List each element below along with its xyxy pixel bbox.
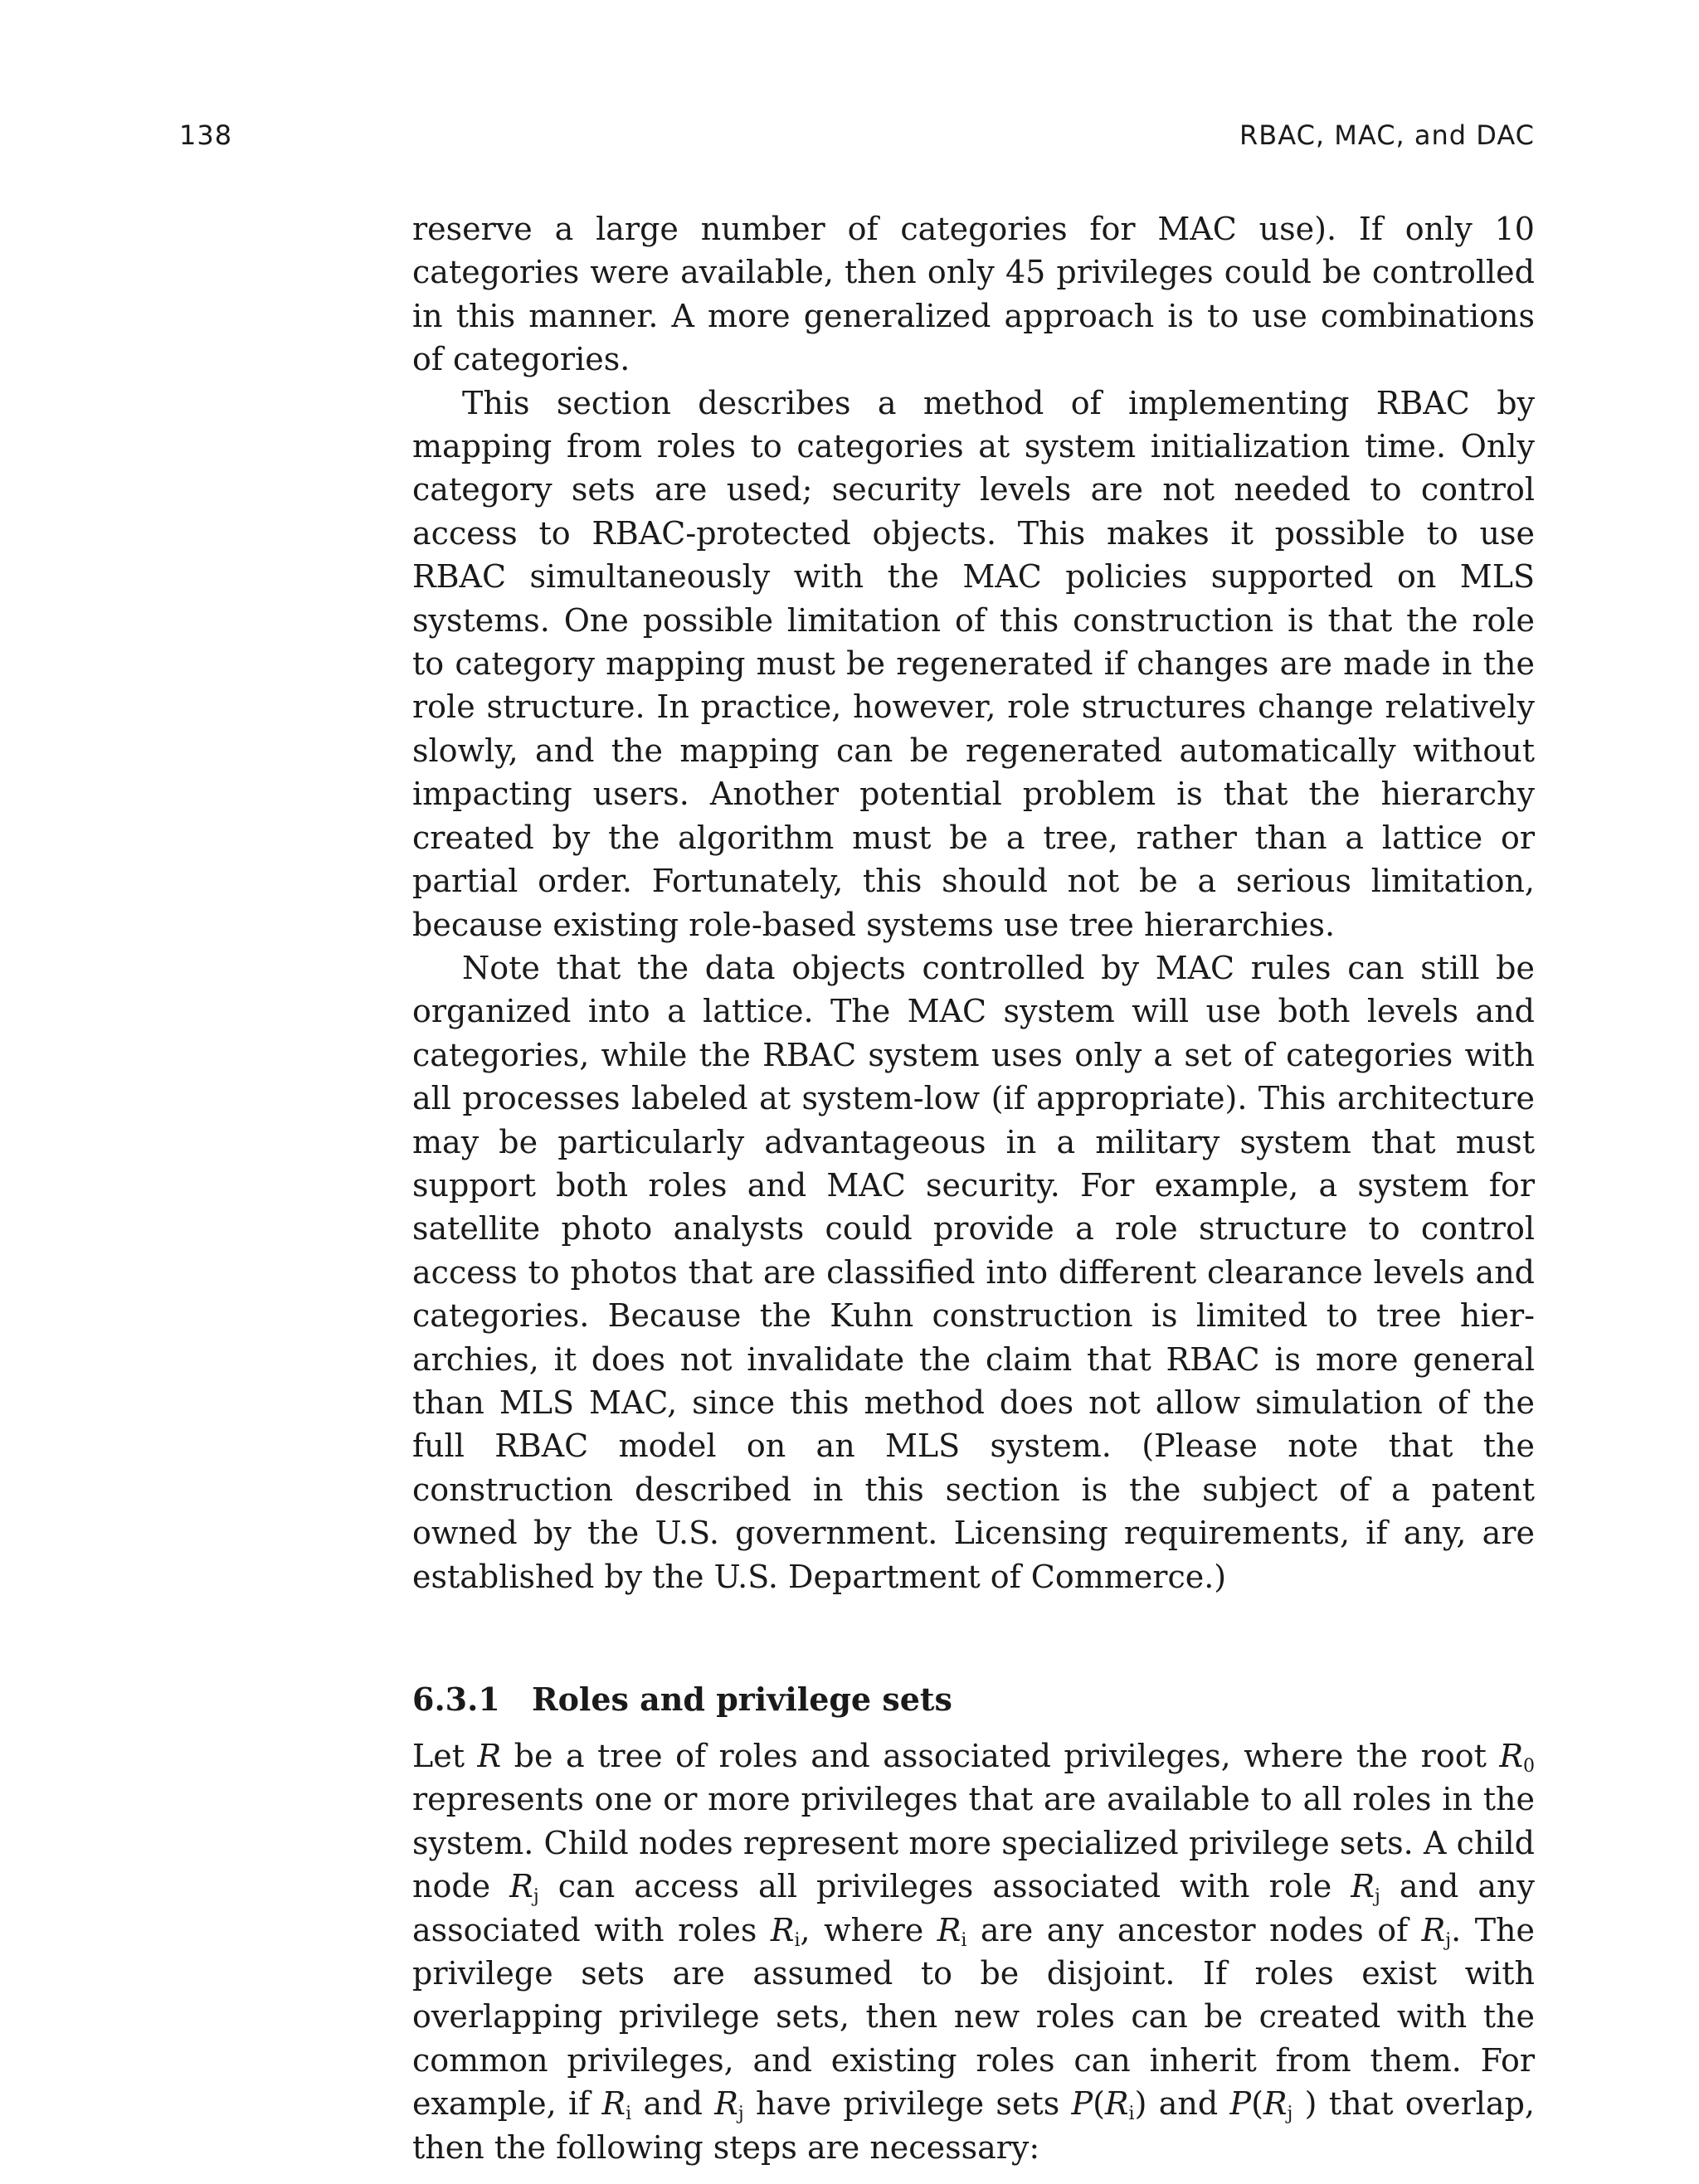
math-var: R <box>509 1868 533 1905</box>
math-var: R <box>477 1738 502 1774</box>
math-subscript: j <box>1287 2104 1293 2125</box>
math-var: R <box>1351 1868 1375 1905</box>
math-subscript: i <box>961 1929 967 1951</box>
running-title: RBAC, MAC, and DAC <box>1239 119 1535 151</box>
text-run: ( <box>1251 2085 1263 2123</box>
math-subscript: j <box>533 1886 539 1908</box>
math-var: R <box>937 1911 961 1948</box>
math-var: R <box>1104 2085 1129 2123</box>
math-subscript: i <box>1128 2104 1135 2125</box>
text-run: , where <box>800 1911 937 1948</box>
text-run: represents one or more privileges that are available to all roles in the system. Child nodes represent more specialized privilege sets. A child node <box>412 1781 1535 1905</box>
math-var: R <box>714 2085 738 2123</box>
text-run: are any ancestor nodes of <box>966 1911 1422 1948</box>
math-subscript: 0 <box>1523 1756 1535 1777</box>
math-subscript: j <box>1374 1886 1380 1908</box>
text-run: Let <box>412 1738 478 1774</box>
text-run: and <box>631 2085 715 2123</box>
section-title: Roles and privilege sets <box>532 1681 952 1718</box>
section-number: 6.3.1 <box>412 1681 500 1718</box>
paragraph-2: This section describes a method of implementing RBAC by mapping from roles to categories at system initialization time. Only category sets are used; security levels are not needed to control access to RBAC-protected objects. This makes it possible to use RBAC simultaneously with the MAC policies supported on MLS systems. One possible limitation of this construction is that the role to category mapping must be regenerated if changes are made in the role structure. In practice, however, role structures change relatively slowly, and the mapping can be regenerated automatically without impacting users. Another potential problem is that the hierarchy created by the algorithm must be a tree, rather than a lattice or partial order. Fortunately, this should not be a serious limitation, because existing role-based systems use tree hierarchies. <box>412 384 1535 943</box>
section-heading <box>412 1678 1535 1721</box>
paragraph-3: Note that the data objects controlled by MAC rules can still be organized into a lattice. The MAC system will use both levels and categories, while the RBAC system uses only a set of categories with all processes labeled at system-low (if appropriate). This architecture may be particularly advantageous in a military system that must support both roles and MAC security. For example, a system for satellite photo analysts could provide a role structure to control access to photos that are classified into different clearance levels and categories. Because the Kuhn construction is limited to tree hierarchies, it does not invalidate the claim that RBAC is more general than MLS MAC, since this method does not allow simulation of the full RBAC model on an MLS system. (Please note that the construction described in this section is the subject of a patent owned by the U.S. government. Licensing requirements, if any, are established by the U.S. Department of Commerce.) <box>412 949 1535 1595</box>
text-run: ) and <box>1134 2085 1230 2123</box>
text-run: . The privilege sets are assumed to be disjoint. If roles exist with overlapping privilege sets, then new roles can be created with the common privileges, and existing roles can inherit from them. For example, if <box>412 1911 1535 2123</box>
math-var: P <box>1071 2085 1093 2123</box>
text-run: ) that overlap, then the following steps are necessary: <box>412 2085 1535 2166</box>
paragraph-4 <box>412 1734 1535 2169</box>
math-subscript: j <box>738 2104 744 2125</box>
text-run: and any associated with roles <box>412 1868 1535 1948</box>
math-subscript: i <box>626 2104 632 2125</box>
math-var: P <box>1229 2085 1252 2123</box>
math-var: R <box>1499 1738 1523 1774</box>
math-var: R <box>1263 2085 1288 2123</box>
math-subscript: i <box>794 1929 801 1951</box>
running-head <box>179 119 1535 156</box>
math-var: R <box>770 1911 795 1948</box>
text-run: can access all privileges associated with role <box>538 1868 1351 1905</box>
text-run: ( <box>1093 2085 1105 2123</box>
paragraph-1: reserve a large number of categories for MAC use). If only 10 categories were available, then only 45 privileges could be controlled in this manner. A more generalized approach is to use combinations of categories. <box>412 211 1535 378</box>
page-number: 138 <box>179 119 233 151</box>
text-run: be a tree of roles and associated privileges, where the root <box>501 1738 1500 1774</box>
math-subscript: j <box>1445 1929 1452 1951</box>
text-run: have privilege sets <box>743 2085 1072 2123</box>
math-var: R <box>601 2085 626 2123</box>
math-var: R <box>1421 1911 1446 1948</box>
body-text <box>412 207 1535 2169</box>
